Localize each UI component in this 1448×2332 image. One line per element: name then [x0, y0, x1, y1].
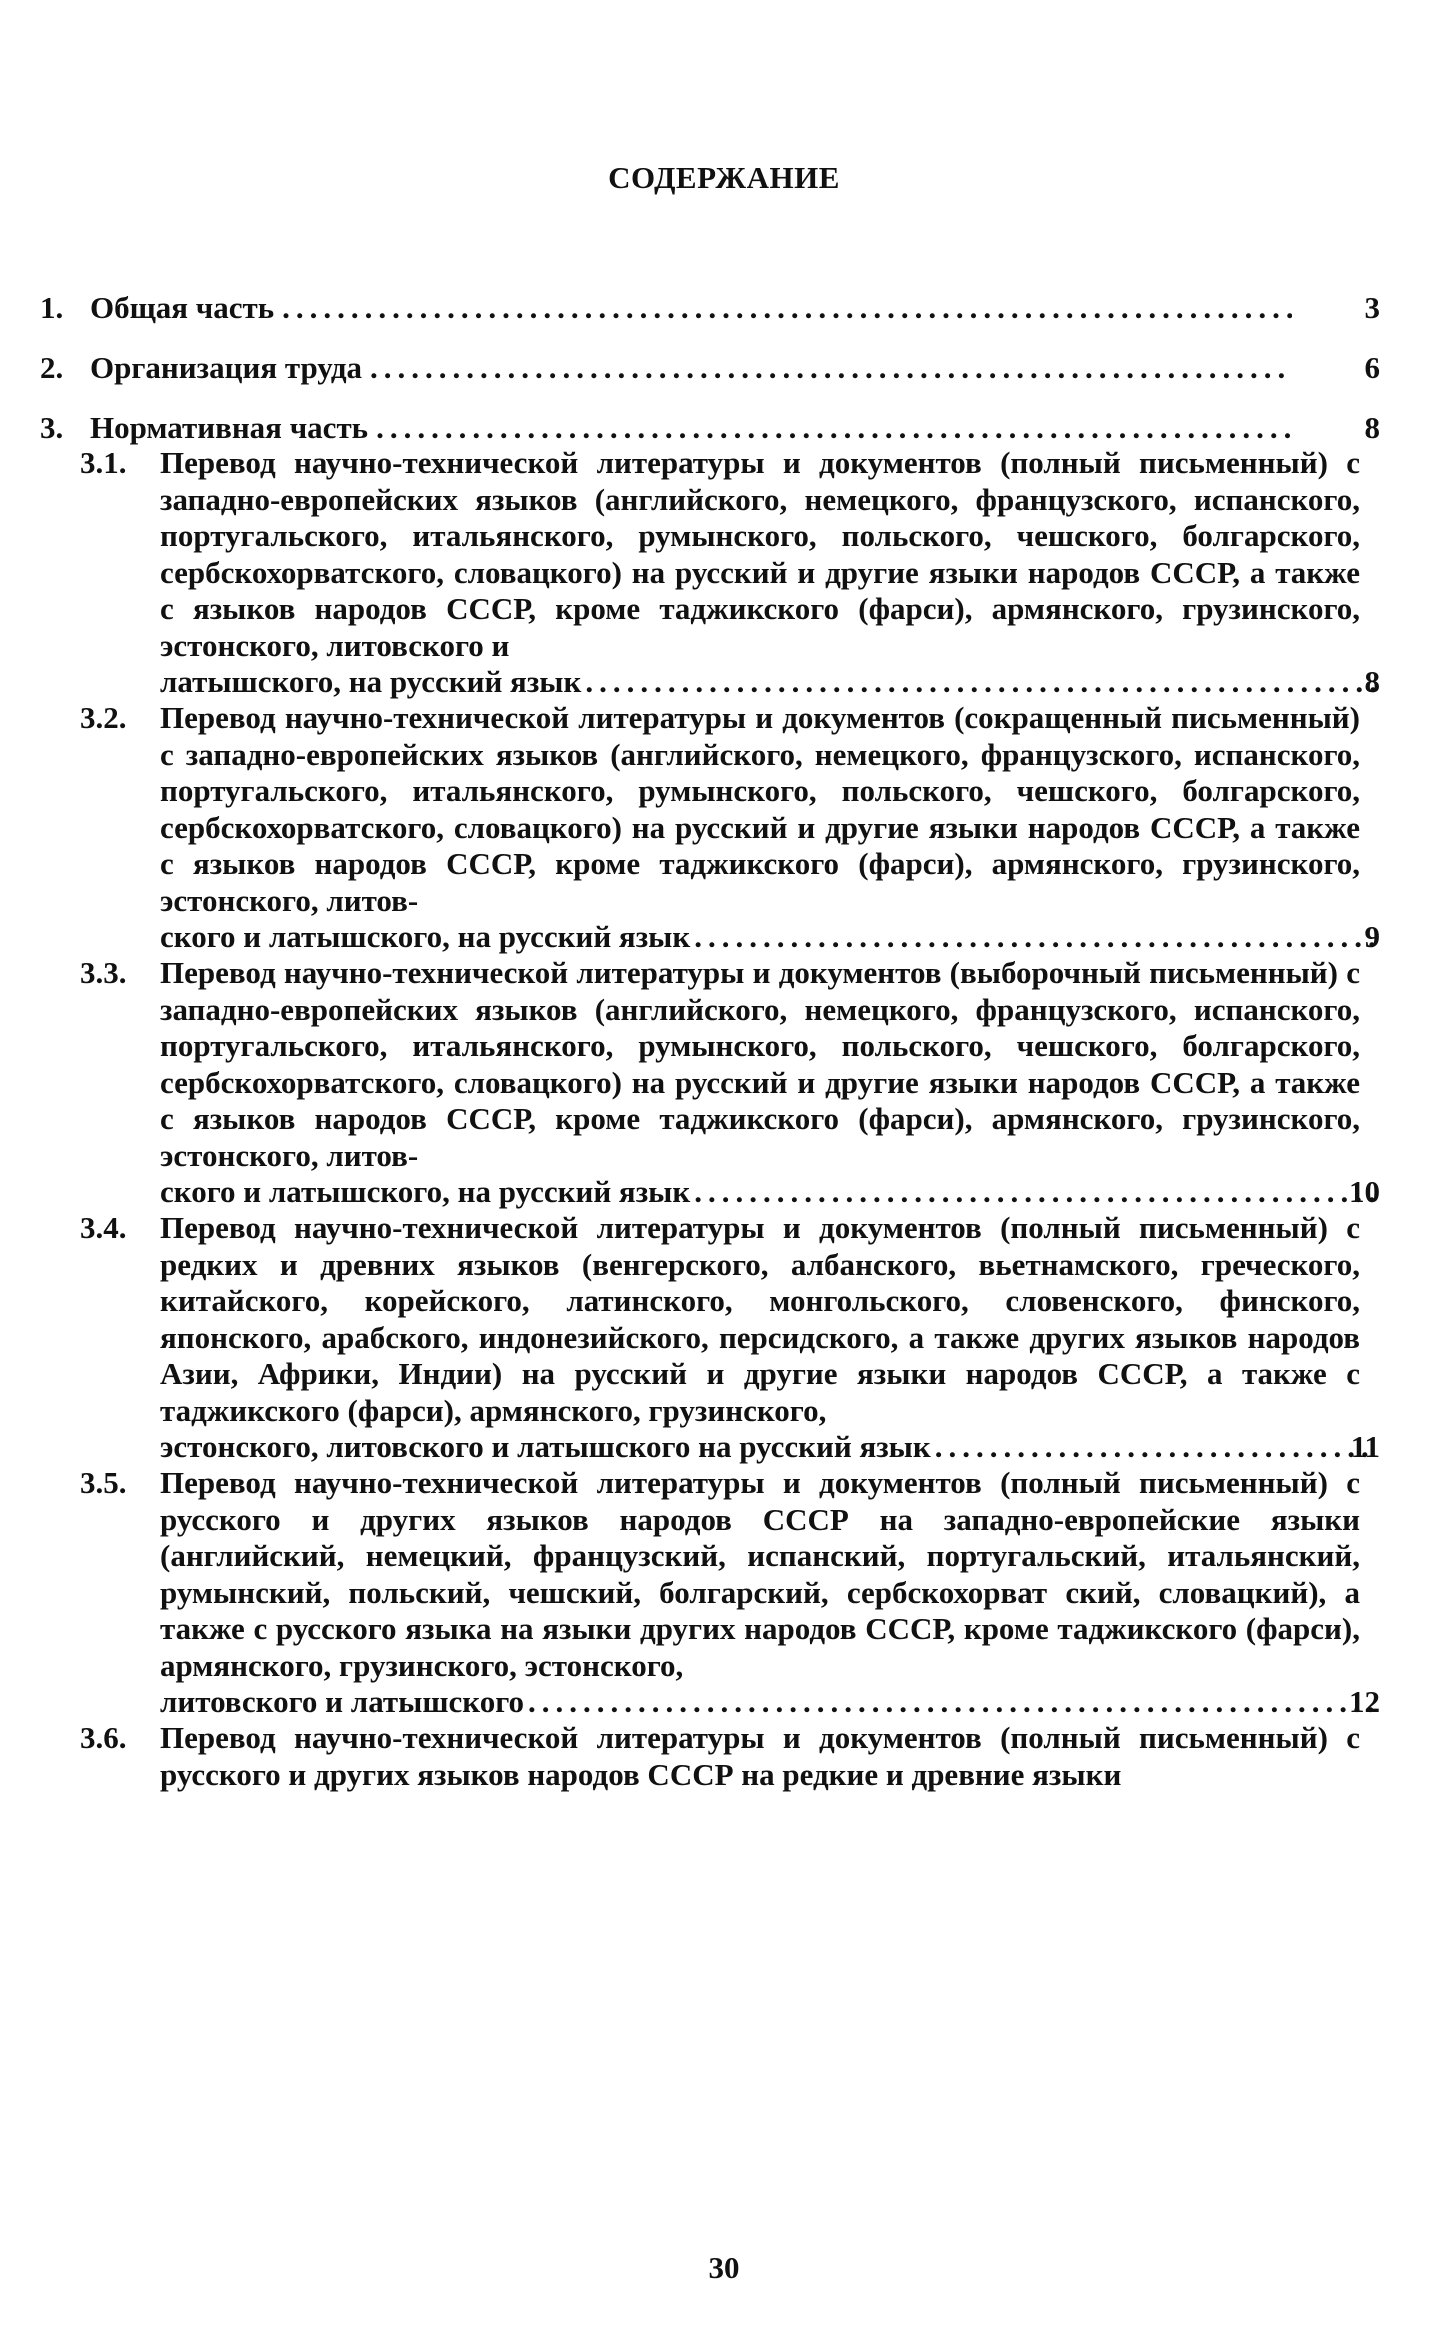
page-title: СОДЕРЖАНИЕ — [608, 160, 840, 195]
toc-subitem-number: 3.1. — [80, 445, 127, 480]
toc-item-page: 3 — [1364, 290, 1380, 325]
toc-subitem-number: 3.4. — [80, 1210, 127, 1245]
toc-item-3 — [40, 410, 1380, 446]
toc-subitem-number: 3.2. — [80, 700, 127, 735]
toc-subitem-last-line — [160, 1174, 1380, 1211]
toc-subitem-3-2 — [80, 700, 1380, 956]
toc-subitem-page: 8 — [1364, 664, 1380, 699]
toc-subitem-text: Перевод научно-технической литературы и документов (сокращенный письменный) с западно-европейских языков (английского, немецкого, французского, испанского, португальского, итальянского, румынского, польского, чешского, болгарского, сербскохорватского, словацкого) на русский и другие языки народов СССР, а также с языков народов СССР, кроме таджикского (фарси), армянского, грузинского, эстонского, литов- — [160, 700, 1360, 918]
toc-subitem-last-text: ского и латышского, на русский язык — [160, 1174, 691, 1209]
toc-subitem-text: Перевод научно-технической литературы и документов (выборочный письменный) с западно-европейских языков (английского, немецкого, французского, испанского, португальского, итальянского, румынского, польского, чешского, болгарского, сербскохорватского, словацкого) на русский и другие языки народов СССР, а также с языков народов СССР, кроме таджикского (фарси), армянского, грузинского, эстонского, литов- — [160, 955, 1360, 1173]
toc-subitem-text: Перевод научно-технической литературы и документов (полный письменный) с русского и других языков народов СССР на западно-европейские языки (английский, немецкий, французский, испанский, португальский, итальянский, румынский, польский, чешский, болгарский, сербскохорват ский, словацкий), а также с русского языка на языки других народов СССР, кроме таджикского (фарси), армянского, грузинского, эстонского, — [160, 1465, 1360, 1683]
leader-dots — [528, 1684, 1376, 1721]
toc-subitem-3-4 — [80, 1210, 1380, 1466]
toc-subitem-3-6 — [80, 1720, 1380, 1793]
toc-subitem-page: 10 — [1349, 1174, 1380, 1209]
leader-dots — [694, 919, 1376, 956]
leader-dots — [370, 350, 1292, 386]
toc-subitem-number: 3.5. — [80, 1465, 127, 1500]
toc-subitem-last-line — [160, 1684, 1380, 1721]
toc-item-2 — [40, 350, 1380, 386]
toc-subitem-last-text: литовского и латышского — [160, 1684, 525, 1719]
toc-item-number: 2. — [40, 350, 64, 385]
toc-item-page: 6 — [1364, 350, 1380, 385]
leader-dots — [694, 1174, 1376, 1211]
toc-subitem-last-line — [160, 1429, 1380, 1466]
toc-item-1 — [40, 290, 1380, 326]
toc-item-label: Организация труда — [90, 350, 363, 385]
toc-subitem-last-line — [160, 919, 1380, 956]
toc-subitem-3-5 — [80, 1465, 1380, 1721]
toc-subitem-page: 12 — [1349, 1684, 1380, 1719]
page-number: 30 — [708, 2250, 740, 2285]
toc-item-number: 1. — [40, 290, 64, 325]
toc-subitem-text: Перевод научно-технической литературы и документов (полный письменный) с западно-европейских языков (английского, немецкого, французского, испанского, португальского, итальянского, румынского, польского, чешского, болгарского, сербскохорватского, словацкого) на русский и другие языки народов СССР, а также с языков народов СССР, кроме таджикского (фарси), армянского, грузинского, эстонского, литовского и — [160, 445, 1360, 663]
toc-subitem-number: 3.6. — [80, 1720, 127, 1755]
toc-item-label: Нормативная часть — [90, 410, 369, 445]
toc-subitem-text: Перевод научно-технической литературы и документов (полный письменный) с русского и других языков народов СССР на редкие и древние языки — [160, 1720, 1360, 1792]
toc-subitem-last-text: латышского, на русский язык — [160, 664, 582, 699]
toc-item-label: Общая часть — [90, 290, 275, 325]
toc-subitem-page: 11 — [1350, 1429, 1380, 1464]
toc-subitem-last-line — [160, 664, 1380, 701]
leader-dots — [376, 410, 1292, 446]
leader-dots — [282, 290, 1292, 326]
toc-subitem-text: Перевод научно-технической литературы и документов (полный письменный) с редких и древних языков (венгерского, албанского, вьетнамского, греческого, китайского, корейского, латинского, монгольского, словенского, финского, японского, арабского, индонезийского, персидского, а также других языков народов Азии, Африки, Индии) на русский и другие языки народов СССР, а также с таджикского (фарси), армянского, грузинского, — [160, 1210, 1360, 1428]
toc-subitem-3-3 — [80, 955, 1380, 1211]
leader-dots — [585, 664, 1376, 701]
toc-subitem-last-text: эстонского, литовского и латышского на русский язык — [160, 1429, 931, 1464]
toc-item-page: 8 — [1364, 410, 1380, 445]
toc-subitem-number: 3.3. — [80, 955, 127, 990]
toc-subitem-3-1 — [80, 445, 1380, 701]
toc-item-number: 3. — [40, 410, 64, 445]
toc-subitem-page: 9 — [1364, 919, 1380, 954]
toc-subitem-last-text: ского и латышского, на русский язык — [160, 919, 691, 954]
